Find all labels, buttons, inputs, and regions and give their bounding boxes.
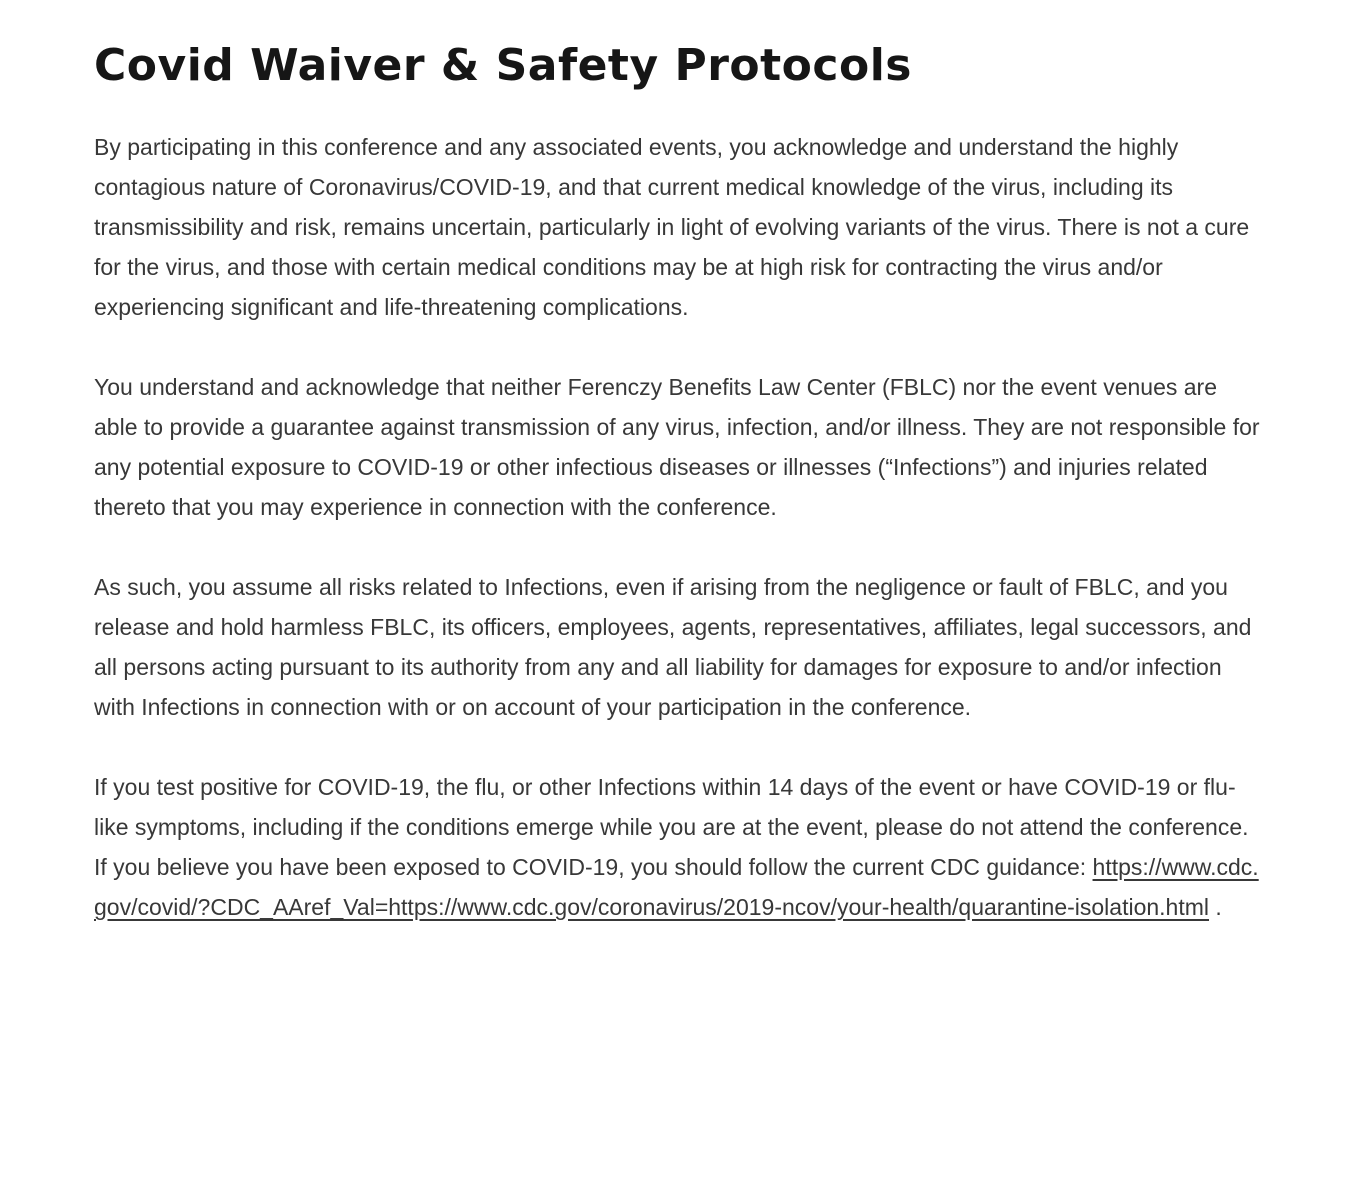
page-title: Covid Waiver & Safety Protocols bbox=[94, 40, 912, 91]
paragraph-4-text-before-link: If you test positive for COVID-19, the flu, or other Infections within 14 days of the event or have COVID-19 or flu-like symptoms, including if the conditions emerge while you are at the event, please do not attend the conference. If you believe you have been exposed to COVID-19, you should follow the current CDC guidance: bbox=[94, 774, 1249, 880]
waiver-body bbox=[94, 127, 1270, 927]
waiver-paragraph-3: As such, you assume all risks related to Infections, even if arising from the negligence or fault of FBLC, and you release and hold harmless FBLC, its officers, employees, agents, representatives, affiliates, legal successors, and all persons acting pursuant to its authority from any and all liability for damages for exposure to and/or infection with Infections in connection with or on account of your participation in the conference. bbox=[94, 574, 1252, 720]
waiver-paragraph-4 bbox=[94, 767, 1266, 927]
cdc-guidance-link[interactable]: https://www.cdc.gov/covid/?CDC_AAref_Val=https://www.cdc.gov/coronavirus/2019-ncov/your-health/quarantine-isolation.html bbox=[94, 854, 1259, 920]
waiver-paragraph-2: You understand and acknowledge that neither Ferenczy Benefits Law Center (FBLC) nor the event venues are able to provide a guarantee against transmission of any virus, infection, and/or illness. They are not responsible for any potential exposure to COVID-19 or other infectious diseases or illnesses (“Infections”) and injuries related thereto that you may experience in connection with the conference. bbox=[94, 374, 1260, 520]
paragraph-4-text-after-link: . bbox=[1209, 894, 1222, 920]
waiver-paragraph-1: By participating in this conference and any associated events, you acknowledge and understand the highly contagious nature of Coronavirus/COVID-19, and that current medical knowledge of the virus, including its transmissibility and risk, remains uncertain, particularly in light of evolving variants of the virus. There is not a cure for the virus, and those with certain medical conditions may be at high risk for contracting the virus and/or experiencing significant and life-threatening complications. bbox=[94, 134, 1250, 320]
